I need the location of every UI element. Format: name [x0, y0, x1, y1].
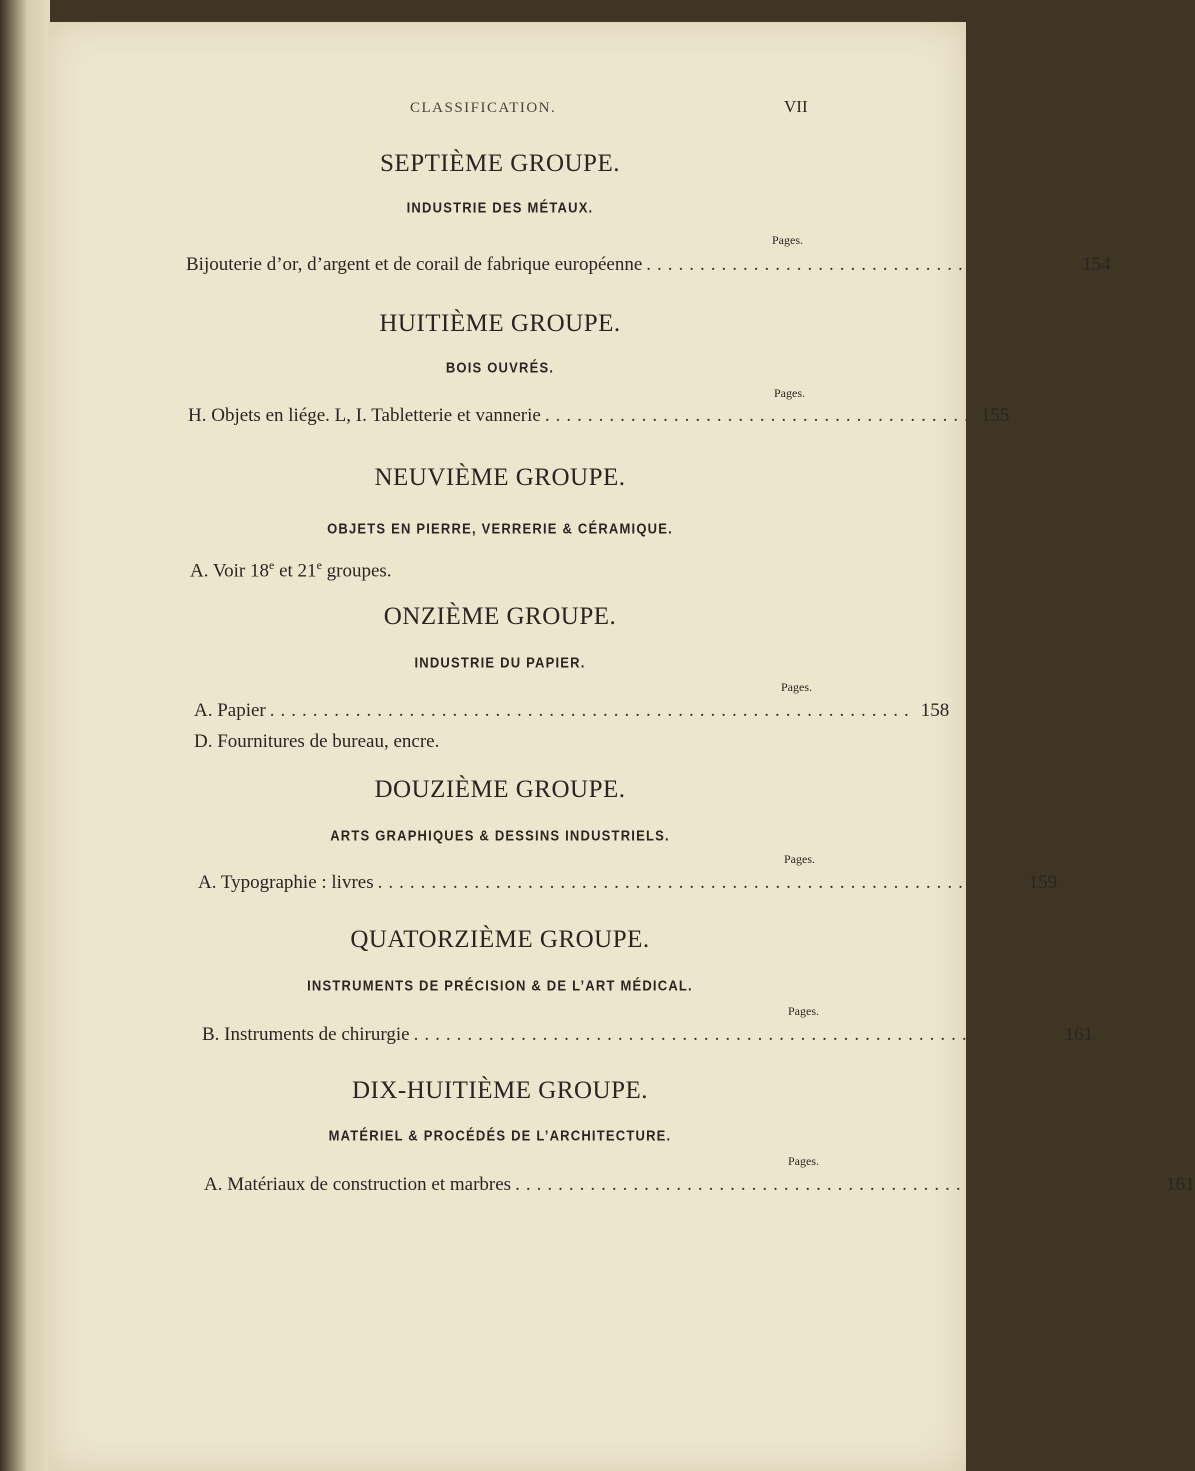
toc-entry [186, 254, 1111, 276]
pages-label: Pages. [774, 386, 805, 400]
pages-label: Pages. [772, 233, 803, 247]
entry-text: Bijouterie d’or, d’argent et de corail de fabrique européenne [186, 254, 643, 275]
pages-label: Pages. [788, 1154, 819, 1168]
leader-dots: ........................................ [544, 405, 975, 426]
toc-entry [204, 1174, 1195, 1196]
group-title: SEPTIÈME GROUPE. [380, 150, 620, 177]
entry-text: A. Voir 18 [190, 560, 270, 582]
group-subtitle: BOIS OUVRÉS. [445, 358, 555, 377]
entry-page: 154 [1082, 254, 1111, 275]
leader-dots: ............................................................ [269, 700, 915, 721]
entry-page: 161 [1064, 1024, 1094, 1045]
pages-label: Pages. [788, 1004, 819, 1018]
book-page [48, 22, 966, 1471]
entry-page: 159 [1028, 872, 1058, 893]
running-title: CLASSIFICATION. [410, 100, 557, 116]
page-header [0, 97, 1000, 124]
entry-page: 158 [920, 700, 950, 721]
group-subtitle: INDUSTRIE DES MÉTAUX. [406, 198, 594, 217]
superscript: e [316, 558, 322, 572]
entry-text-end: groupes. [321, 560, 392, 582]
group-title: QUATORZIÈME GROUPE. [350, 926, 650, 953]
group-title: NEUVIÈME GROUPE. [374, 464, 626, 491]
toc-entry [190, 558, 392, 582]
pages-label: Pages. [781, 680, 812, 694]
pages-label: Pages. [784, 852, 815, 866]
leader-dots: ........................................ [646, 254, 1077, 275]
entry-text-mid: et 21 [274, 560, 317, 582]
leader-dots: ............................................................ [413, 1024, 1059, 1045]
group-subtitle: ARTS GRAPHIQUES & DESSINS INDUSTRIELS. [330, 826, 670, 845]
group-subtitle: MATÉRIEL & PROCÉDÉS DE L’ARCHITECTURE. [328, 1126, 672, 1145]
group-subtitle: INSTRUMENTS DE PRÉCISION & DE L’ART MÉDICAL. [307, 976, 693, 995]
superscript: e [269, 558, 275, 572]
leader-dots: ............................................................ [515, 1174, 1161, 1195]
toc-entry [194, 700, 950, 722]
toc-entry [202, 1024, 1094, 1046]
group-subtitle: INDUSTRIE DU PAPIER. [414, 653, 586, 672]
entry-page: 155 [980, 405, 1010, 426]
group-subtitle: OBJETS EN PIERRE, VERRERIE & CÉRAMIQUE. [327, 519, 673, 538]
toc-entry: D. Fournitures de bureau, encre. [194, 731, 440, 752]
entry-text: A. Papier [194, 700, 266, 721]
page-number: VII [784, 97, 808, 116]
group-title: ONZIÈME GROUPE. [383, 603, 617, 630]
toc-entry [198, 872, 1058, 894]
group-title: HUITIÈME GROUPE. [379, 310, 621, 337]
entry-page: 161 [1166, 1174, 1195, 1195]
toc-entry [188, 405, 1010, 427]
entry-text: A. Matériaux de construction et marbres [204, 1174, 512, 1195]
entry-text: H. Objets en liége. L, I. Tabletterie et vannerie [188, 405, 541, 426]
book-spine [0, 0, 50, 1471]
entry-text: B. Instruments de chirurgie [202, 1024, 410, 1045]
group-title: DIX-HUITIÈME GROUPE. [351, 1077, 649, 1104]
entry-text: A. Typographie : livres [198, 872, 374, 893]
leader-dots: ............................................................ [377, 872, 1023, 893]
group-title: DOUZIÈME GROUPE. [374, 776, 626, 803]
